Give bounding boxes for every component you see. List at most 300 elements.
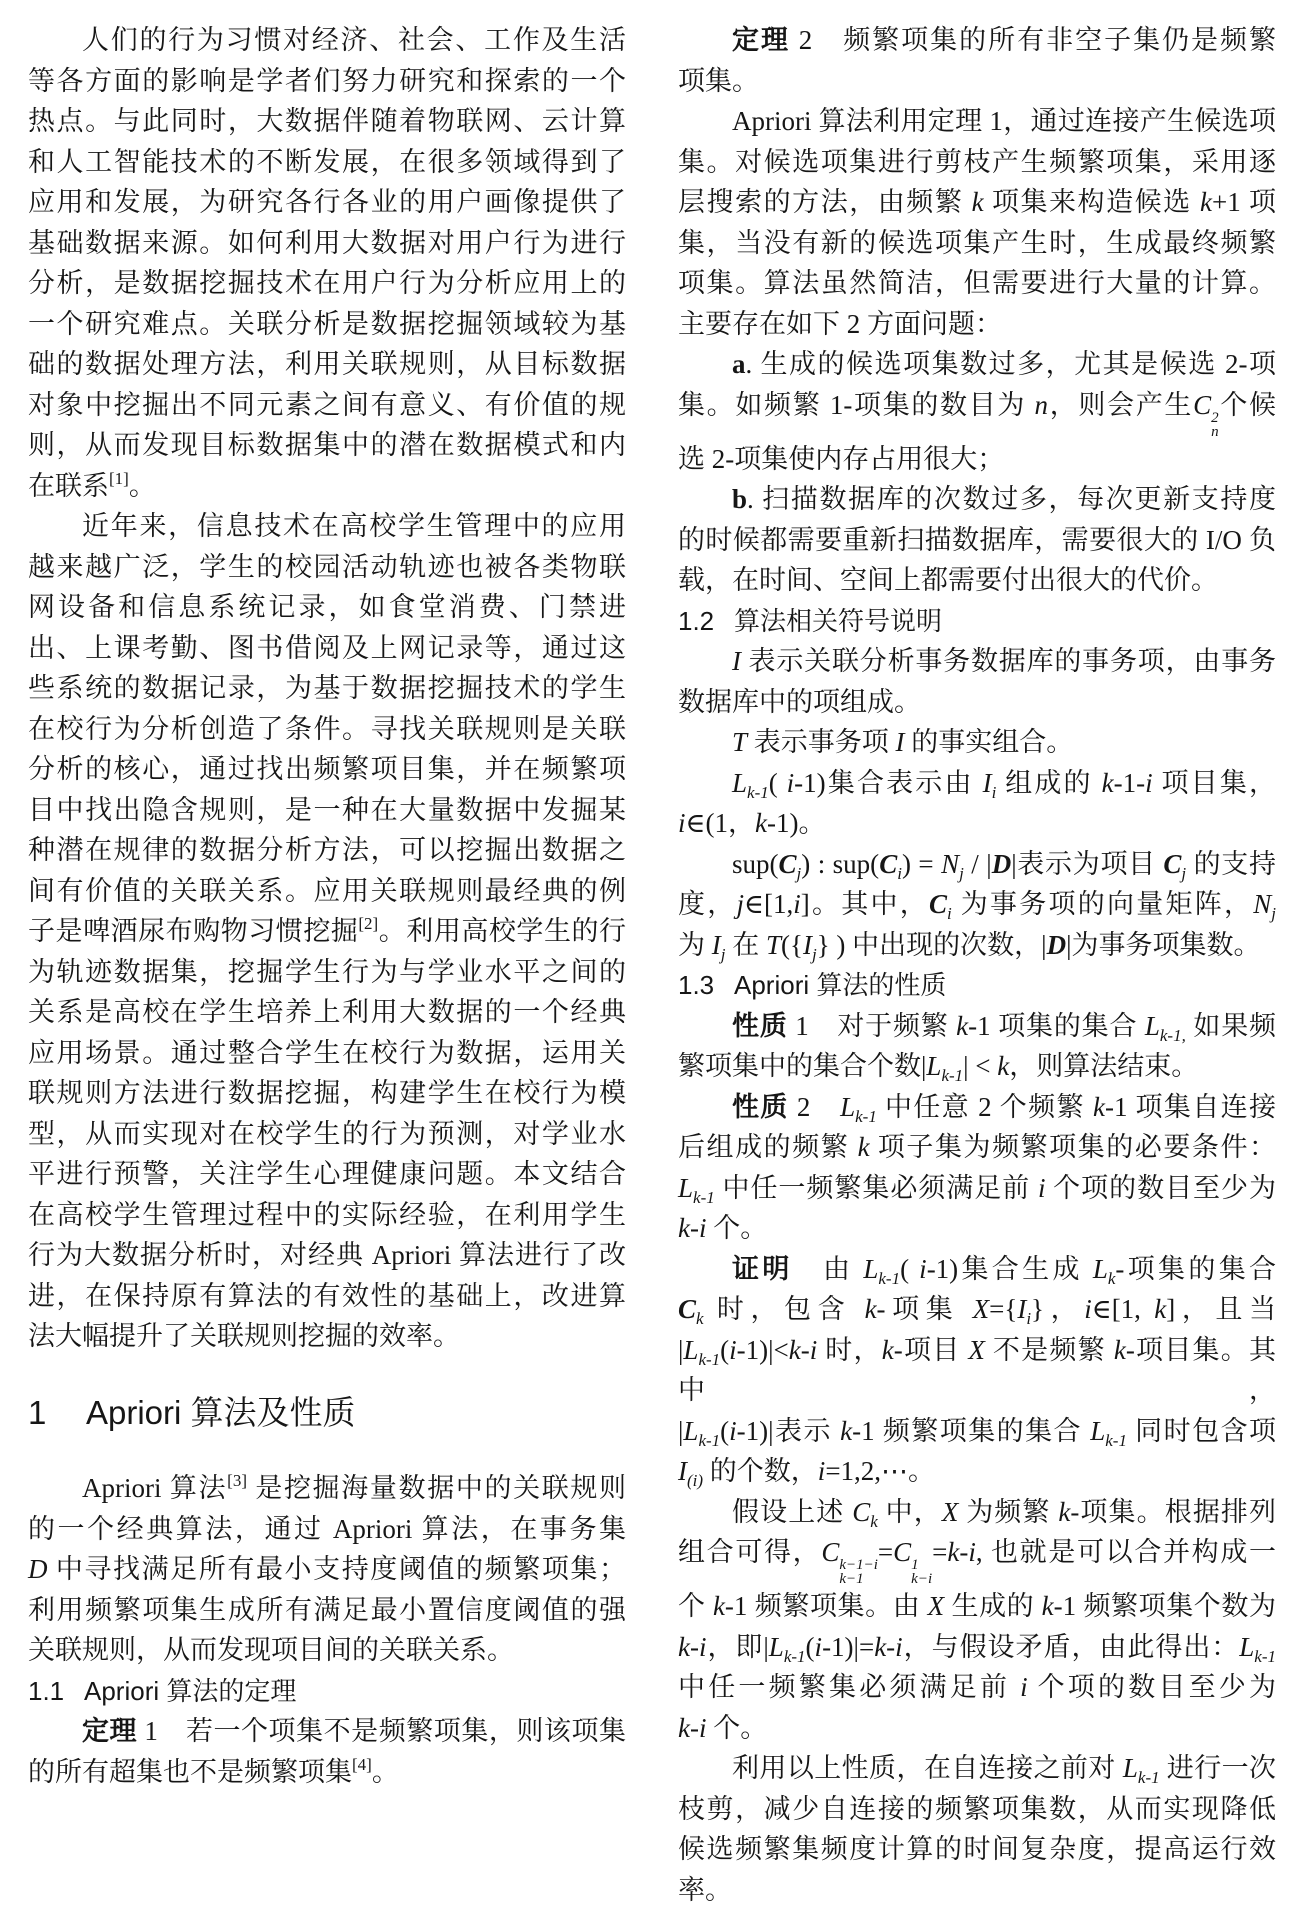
sup-sub-script bbox=[911, 1558, 932, 1586]
paragraph bbox=[678, 722, 1276, 763]
text-run: 不是频繁 bbox=[984, 1334, 1114, 1365]
text-line bbox=[678, 1492, 1276, 1533]
heading-number: 1.3 bbox=[678, 970, 715, 1000]
text-run: -项集 bbox=[876, 1294, 973, 1324]
text-run: 组成的 bbox=[996, 767, 1102, 798]
text-run: 目中找出隐含规则，是一种在大量数据中发掘某 bbox=[28, 794, 626, 825]
italic-symbol: i bbox=[793, 889, 801, 919]
text-run: 中寻找满足所有最小支持度阈值的频繁项集； bbox=[47, 1554, 626, 1584]
text-line bbox=[678, 722, 1276, 763]
text-line bbox=[678, 844, 1276, 885]
paragraph bbox=[678, 1006, 1276, 1087]
text-run: -1 频繁项集。由 bbox=[724, 1591, 928, 1621]
italic-symbol: k bbox=[755, 808, 767, 838]
italic-symbol: n bbox=[1034, 389, 1049, 420]
text-run: 的所有超集也不是频繁项集 bbox=[28, 1756, 352, 1787]
text-line bbox=[28, 304, 626, 345]
paragraph bbox=[678, 641, 1276, 722]
text-run: ) : sup( bbox=[801, 848, 880, 879]
subscript: i bbox=[947, 904, 952, 923]
text-run: ( bbox=[720, 1415, 730, 1446]
italic-symbol: i bbox=[817, 1456, 826, 1486]
text-run: 应用场景。通过整合学生在校行为数据，运用关 bbox=[28, 1037, 626, 1068]
text-run: ) = bbox=[901, 848, 942, 879]
text-run: 人们的行为习惯对经济、社会、工作及生活 bbox=[82, 25, 626, 55]
text-run: 型，从而实现对在校学生的行为预测，对学业水 bbox=[28, 1118, 626, 1149]
subscript: j bbox=[796, 863, 802, 883]
italic-symbol: k bbox=[1113, 1334, 1126, 1365]
text-run: -项目 bbox=[893, 1334, 969, 1365]
text-run: 项目集， bbox=[1152, 767, 1277, 798]
text-run: -项目集。其中， bbox=[678, 1334, 1276, 1405]
text-run: Apriori 算法利用定理 1，通过连接产生候选项 bbox=[732, 106, 1276, 136]
text-run: ( bbox=[768, 767, 787, 798]
text-run: 越来越广泛，学生的校园活动轨迹也被各类物联 bbox=[28, 551, 626, 582]
text-run: | bbox=[678, 1334, 684, 1365]
text-run: 间有价值的关联关系。应用关联规则最经典的例 bbox=[28, 875, 626, 906]
text-line bbox=[678, 101, 1276, 142]
text-run: +1 项 bbox=[1211, 187, 1276, 217]
text-line bbox=[28, 587, 626, 628]
text-line bbox=[678, 304, 1276, 345]
subscript: k-1 bbox=[747, 782, 769, 802]
italic-symbol: i bbox=[729, 1415, 737, 1446]
left-column bbox=[28, 20, 626, 1792]
text-run: 分析的核心，通过找出频繁项目集，并在频繁项 bbox=[28, 754, 626, 784]
text-line bbox=[678, 1168, 1276, 1209]
text-run: 度， bbox=[678, 889, 737, 919]
text-line bbox=[678, 1087, 1276, 1128]
italic-symbol: I bbox=[982, 767, 992, 798]
text-line bbox=[28, 466, 626, 507]
subsection-heading bbox=[28, 1671, 626, 1712]
text-run: 1 若一个项集不是频繁项集，则该项集 bbox=[137, 1716, 627, 1746]
text-run: 项集。算法虽然简洁，但需要进行大量的计算。 bbox=[678, 268, 1276, 298]
text-run: 后组成的频繁 bbox=[678, 1132, 858, 1162]
sup-sub-script bbox=[1211, 411, 1219, 439]
text-run: 法大幅提升了关联规则挖掘的效率。 bbox=[28, 1321, 460, 1351]
text-run: 2 bbox=[788, 1091, 841, 1122]
subscript: k bbox=[1107, 1268, 1116, 1288]
text-line bbox=[678, 1829, 1276, 1910]
text-run: 进，在保持原有算法的有效性的基础上，改进算 bbox=[28, 1280, 626, 1311]
text-line bbox=[28, 20, 626, 61]
italic-symbol: k bbox=[1041, 1591, 1054, 1621]
italic-symbol: k bbox=[1154, 1294, 1167, 1324]
paragraph bbox=[678, 1748, 1276, 1910]
text-line bbox=[28, 1316, 626, 1357]
text-run: ，与假设矛盾，由此得出： bbox=[902, 1631, 1240, 1662]
text-line bbox=[28, 547, 626, 588]
italic-symbol: C bbox=[852, 1496, 871, 1527]
bold-italic-symbol: C bbox=[678, 1294, 697, 1324]
text-line bbox=[28, 1276, 626, 1317]
text-run: 组合可得， bbox=[678, 1537, 822, 1567]
text-line bbox=[678, 223, 1276, 264]
italic-symbol: i bbox=[1037, 1172, 1046, 1203]
text-run: =1,2,⋯。 bbox=[825, 1456, 936, 1486]
italic-symbol: k bbox=[971, 187, 984, 217]
heading-number: 1.2 bbox=[678, 605, 715, 636]
text-run: 在校行为分析创造了条件。寻找关联规则是关联 bbox=[28, 713, 626, 744]
text-run: ，则会产生 bbox=[1048, 389, 1194, 420]
text-line bbox=[678, 1532, 1276, 1586]
right-column bbox=[678, 20, 1276, 1910]
italic-symbol: k-i bbox=[678, 1712, 707, 1743]
text-run: 集，当没有新的候选项集产生时，生成最终频繁 bbox=[678, 227, 1276, 258]
text-line bbox=[678, 1748, 1276, 1789]
text-run: 个项的数目至少为 bbox=[1045, 1172, 1277, 1203]
text-run: 中任一频繁集必须满足前 bbox=[678, 1672, 1021, 1702]
bold-italic-symbol: D bbox=[1046, 929, 1067, 960]
italic-symbol: L bbox=[683, 1334, 699, 1365]
text-run: 同时包含项 bbox=[1126, 1415, 1276, 1446]
text-run: -1 项集的集合 bbox=[968, 1010, 1145, 1041]
text-line bbox=[678, 1627, 1276, 1668]
heading-number: 1 bbox=[28, 1393, 47, 1431]
text-line bbox=[678, 1789, 1276, 1830]
text-run: |为事务项集数。 bbox=[1066, 929, 1261, 960]
text-run: 假设上述 bbox=[732, 1496, 853, 1527]
italic-symbol: k-i bbox=[678, 1213, 707, 1243]
text-run: -1)|= bbox=[822, 1631, 875, 1662]
subscript: i bbox=[897, 863, 902, 883]
text-line bbox=[28, 1073, 626, 1114]
text-run: }， bbox=[1031, 1294, 1085, 1324]
text-line bbox=[678, 385, 1276, 439]
text-line bbox=[28, 1590, 626, 1631]
text-run: 数据库中的项组成。 bbox=[678, 686, 921, 717]
text-line bbox=[28, 1468, 626, 1509]
paragraph bbox=[678, 1492, 1276, 1749]
italic-symbol: C bbox=[821, 1537, 840, 1567]
text-line bbox=[28, 628, 626, 669]
text-line bbox=[28, 1509, 626, 1550]
subscript: k-1 bbox=[878, 1268, 901, 1288]
text-line bbox=[678, 142, 1276, 183]
italic-symbol: k-i bbox=[788, 1334, 818, 1365]
text-run: 联规则方法进行数据挖掘，构建学生在校行为模 bbox=[28, 1078, 626, 1108]
italic-symbol: I bbox=[711, 929, 721, 960]
text-run: 枝剪，减少自连接的频繁项集数，从而实现降低 bbox=[678, 1793, 1276, 1824]
italic-symbol: L bbox=[768, 1631, 784, 1662]
text-run: 为轨迹数据集，挖掘学生行为与学业水平之间的 bbox=[28, 956, 626, 987]
text-run: 2 频繁项集的所有非空子集仍是频繁 bbox=[789, 25, 1277, 55]
text-line bbox=[28, 1033, 626, 1074]
text-run: | < bbox=[963, 1051, 998, 1081]
italic-symbol: X bbox=[941, 1496, 959, 1527]
text-line bbox=[28, 506, 626, 547]
text-run: | bbox=[678, 1415, 684, 1446]
italic-symbol: X bbox=[972, 1294, 990, 1324]
paragraph bbox=[28, 1468, 626, 1671]
paragraph bbox=[28, 1711, 626, 1792]
text-run: ={ bbox=[989, 1294, 1018, 1324]
italic-symbol: k bbox=[956, 1010, 969, 1041]
bold-italic-symbol: C bbox=[929, 889, 948, 919]
text-run: 应用和发展，为研究各行各业的用户画像提供了 bbox=[28, 187, 626, 217]
italic-symbol: L bbox=[1092, 1253, 1108, 1284]
text-run: 生成的 bbox=[944, 1591, 1042, 1621]
subscript: i bbox=[1026, 1309, 1032, 1328]
superscript: k−1−i bbox=[839, 1557, 878, 1573]
text-line bbox=[678, 1451, 1276, 1492]
text-run: 个项的数目至少为 bbox=[1027, 1672, 1276, 1702]
text-line bbox=[28, 101, 626, 142]
paragraph bbox=[678, 844, 1276, 966]
text-line bbox=[678, 1708, 1276, 1749]
superscript: 2 bbox=[1211, 409, 1219, 426]
text-run: 集。如频繁 1-项集的数目为 bbox=[678, 389, 1035, 420]
italic-symbol: L bbox=[926, 1051, 942, 1081]
subscript: j bbox=[959, 863, 964, 883]
text-line bbox=[28, 830, 626, 871]
text-run: 中， bbox=[877, 1496, 942, 1527]
paragraph bbox=[678, 20, 1276, 101]
bold-italic-symbol: D bbox=[991, 848, 1012, 879]
italic-symbol: I bbox=[732, 646, 741, 676]
paragraph bbox=[678, 344, 1276, 479]
subsection-heading bbox=[678, 965, 1276, 1006]
paragraph bbox=[28, 20, 626, 506]
text-line bbox=[678, 884, 1276, 925]
subscript: n bbox=[1211, 423, 1219, 440]
italic-symbol: X bbox=[927, 1591, 945, 1621]
text-line bbox=[678, 1127, 1276, 1168]
text-run: 利用频繁项集生成所有满足最小置信度阈值的强 bbox=[28, 1594, 626, 1625]
text-run: 候选频繁集频度计算的时间复杂度，提高运行效率。 bbox=[678, 1834, 1276, 1905]
italic-symbol: L bbox=[1239, 1631, 1255, 1662]
text-line bbox=[28, 61, 626, 102]
citation-superscript: [2] bbox=[358, 914, 379, 933]
text-run: 对象中挖掘出不同元素之间有意义、有价值的规 bbox=[28, 389, 626, 420]
text-run: 的时候都需要重新扫描数据库，需要很大的 I/O 负 bbox=[678, 524, 1276, 555]
subscript: k-1 bbox=[1137, 1768, 1160, 1787]
text-run: 选 2-项集使内存占用很大； bbox=[678, 443, 1005, 474]
text-run: 繁项集中的集合个数| bbox=[678, 1051, 927, 1081]
text-line bbox=[28, 142, 626, 183]
text-run: -1)|表示 bbox=[736, 1415, 841, 1446]
text-line bbox=[678, 1249, 1276, 1290]
bold-term-label: 证明 bbox=[732, 1253, 793, 1284]
text-run: ∈[1, bbox=[744, 889, 794, 919]
text-line bbox=[678, 439, 1276, 480]
italic-symbol: N bbox=[941, 848, 960, 879]
text-run: 载，在时间、空间上都需要付出很大的代价。 bbox=[678, 565, 1218, 595]
text-line bbox=[28, 182, 626, 223]
text-run: 等各方面的影响是学者们努力研究和探索的一个 bbox=[28, 65, 626, 96]
text-run: ( bbox=[805, 1631, 815, 1662]
text-run: 是挖掘海量数据中的关联规则 bbox=[246, 1473, 627, 1503]
text-run: . 生成的候选项集数过多，尤其是候选 2-项 bbox=[745, 349, 1276, 379]
text-run: 在联系 bbox=[28, 470, 109, 501]
text-run: -1)|< bbox=[736, 1334, 789, 1365]
text-run: 的支持 bbox=[1186, 848, 1277, 879]
italic-symbol: k bbox=[997, 1051, 1010, 1081]
italic-symbol: k bbox=[1092, 1091, 1105, 1122]
italic-symbol: I bbox=[678, 1456, 687, 1486]
text-run: sup( bbox=[732, 848, 779, 879]
text-line bbox=[678, 682, 1276, 723]
text-run: 行为大数据分析时，对经典 Apriori 算法进行了改 bbox=[28, 1240, 626, 1270]
text-run: 在高校学生管理过程中的实际经验，在利用学生 bbox=[28, 1199, 626, 1230]
italic-symbol: i bbox=[1084, 1294, 1092, 1324]
text-run: 为频繁 bbox=[958, 1496, 1059, 1527]
italic-symbol: C bbox=[893, 1537, 912, 1567]
text-run: 的事实组合。 bbox=[904, 727, 1074, 757]
subscript: k-1, bbox=[1159, 1025, 1186, 1045]
text-run: ( bbox=[720, 1334, 730, 1365]
text-run: / | bbox=[963, 848, 992, 879]
text-run: , 也就是可以合并构成一 bbox=[975, 1537, 1276, 1567]
text-run: Apriori 算法 bbox=[82, 1473, 228, 1503]
italic-symbol: I bbox=[802, 929, 812, 960]
text-line bbox=[28, 952, 626, 993]
text-line bbox=[28, 1195, 626, 1236]
text-line bbox=[28, 871, 626, 912]
text-line bbox=[678, 1411, 1276, 1452]
paragraph bbox=[678, 1087, 1276, 1249]
italic-symbol: i bbox=[729, 1334, 737, 1365]
italic-symbol: k bbox=[1058, 1496, 1071, 1527]
italic-symbol: I bbox=[895, 727, 905, 757]
text-line bbox=[678, 1046, 1276, 1087]
heading-title: Apriori 算法的定理 bbox=[84, 1675, 297, 1706]
bold-italic-symbol: C bbox=[1163, 848, 1182, 879]
text-run: 。 bbox=[371, 1756, 399, 1787]
italic-symbol: i bbox=[1145, 767, 1153, 798]
text-line bbox=[678, 1586, 1276, 1627]
subscript: k bbox=[870, 1511, 878, 1531]
text-run: 如果频 bbox=[1185, 1010, 1277, 1041]
italic-symbol: T bbox=[765, 929, 782, 960]
subscript: k-1 bbox=[693, 1187, 715, 1207]
text-run: 项集来构造候选 bbox=[983, 187, 1200, 217]
text-run: 中任意 2 个频繁 bbox=[876, 1091, 1093, 1122]
text-run: -1)。 bbox=[766, 808, 826, 838]
subscript: k-1 bbox=[783, 1646, 806, 1666]
text-line bbox=[678, 479, 1276, 520]
text-line bbox=[678, 925, 1276, 966]
italic-symbol: L bbox=[683, 1415, 699, 1446]
italic-symbol: k-i bbox=[947, 1537, 976, 1567]
text-run: 个候 bbox=[1218, 389, 1277, 420]
italic-symbol: i bbox=[814, 1631, 823, 1662]
bold-italic-symbol: C bbox=[778, 848, 797, 879]
text-run: 项子集为频繁项集的必要条件： bbox=[869, 1132, 1277, 1162]
italic-symbol: L bbox=[732, 767, 748, 798]
subscript: k-1 bbox=[698, 1349, 721, 1369]
text-run: -1- bbox=[1113, 767, 1146, 798]
text-run: 项集。 bbox=[678, 65, 759, 96]
text-line bbox=[678, 1208, 1276, 1249]
bold-term-label: 性质 bbox=[732, 1010, 788, 1041]
text-run: 1 对于频繁 bbox=[787, 1010, 957, 1041]
text-line bbox=[28, 911, 626, 952]
text-run: 种潜在规律的数据分析方法，可以挖掘出数据之 bbox=[28, 835, 626, 865]
paragraph bbox=[678, 101, 1276, 344]
text-line bbox=[678, 182, 1276, 223]
italic-symbol: T bbox=[732, 727, 748, 757]
paragraph bbox=[28, 506, 626, 1357]
text-run: |表示为项目 bbox=[1011, 848, 1164, 879]
text-run: ，即| bbox=[706, 1631, 769, 1662]
italic-symbol: k bbox=[857, 1132, 870, 1162]
text-line bbox=[28, 668, 626, 709]
subscript: j bbox=[1271, 904, 1277, 923]
italic-symbol: i bbox=[919, 1253, 927, 1284]
text-run: 个。 bbox=[706, 1712, 768, 1743]
text-run: 近年来，信息技术在高校学生管理中的应用 bbox=[82, 511, 626, 541]
italic-symbol: D bbox=[28, 1554, 48, 1584]
italic-symbol: k bbox=[881, 1334, 894, 1365]
text-run: 进行一次 bbox=[1159, 1753, 1277, 1783]
text-run: ，则算法结束。 bbox=[1009, 1051, 1199, 1081]
italic-symbol: L bbox=[1122, 1753, 1138, 1783]
text-run: 一个研究难点。关联分析是数据挖掘领域较为基 bbox=[28, 308, 626, 339]
text-run: ]，且当 bbox=[1166, 1294, 1276, 1324]
text-run: ]。其中， bbox=[800, 889, 930, 919]
subscript: j bbox=[1181, 863, 1187, 883]
text-line bbox=[28, 1114, 626, 1155]
text-run: 子是啤酒尿布购物习惯挖掘 bbox=[28, 916, 359, 946]
text-run: 基础数据来源。如何利用大数据对用户行为进行 bbox=[28, 227, 626, 258]
italic-symbol: j bbox=[736, 889, 745, 919]
italic-symbol: X bbox=[968, 1334, 985, 1365]
paragraph bbox=[678, 479, 1276, 601]
text-run: 的一个经典算法，通过 Apriori 算法，在事务集 bbox=[28, 1513, 626, 1544]
text-run: = bbox=[877, 1537, 894, 1567]
text-run: 中任一频繁集必须满足前 bbox=[714, 1172, 1038, 1203]
bold-term-label: 性质 bbox=[732, 1091, 789, 1122]
heading-number: 1.1 bbox=[28, 1675, 65, 1706]
text-run: ∈[1, bbox=[1091, 1294, 1155, 1324]
subscript: k-1 bbox=[1254, 1646, 1277, 1666]
text-run: 些系统的数据记录，为基于数据挖掘技术的学生 bbox=[28, 673, 626, 703]
text-run: 时，包含 bbox=[703, 1294, 865, 1324]
paragraph bbox=[678, 1249, 1276, 1492]
heading-title: Apriori 算法的性质 bbox=[734, 970, 947, 1000]
paragraph bbox=[678, 763, 1276, 844]
text-run: 分析，是数据挖掘技术在用户行为分析应用上的 bbox=[28, 268, 626, 298]
text-run: 。利用高校学生的行 bbox=[378, 916, 627, 946]
text-run: 个 bbox=[678, 1591, 713, 1621]
text-run: 表示事务项 bbox=[747, 727, 896, 757]
text-run: 为 bbox=[678, 929, 712, 960]
subscript: k-1 bbox=[1105, 1430, 1127, 1450]
text-run: 础的数据处理方法，利用关联规则，从目标数据 bbox=[28, 349, 626, 379]
text-run: 关系是高校在学生培养上利用大数据的一个经典 bbox=[28, 997, 626, 1027]
superscript: 1 bbox=[911, 1557, 919, 1573]
text-run: 利用以上性质，在自连接之前对 bbox=[732, 1753, 1123, 1783]
subscript: k−1 bbox=[839, 1571, 864, 1587]
text-run: 为事务项的向量矩阵， bbox=[951, 889, 1254, 919]
italic-symbol: k bbox=[840, 1415, 853, 1446]
text-run: -项集。根据排列 bbox=[1070, 1496, 1277, 1527]
bold-label: a bbox=[732, 349, 746, 379]
text-line bbox=[28, 1154, 626, 1195]
text-line bbox=[28, 790, 626, 831]
text-line bbox=[28, 344, 626, 385]
subscript: (i) bbox=[687, 1471, 704, 1490]
text-line bbox=[678, 263, 1276, 304]
text-line bbox=[678, 560, 1276, 601]
text-run: ∈(1， bbox=[685, 808, 755, 838]
text-run: -项集的集合 bbox=[1115, 1253, 1277, 1284]
text-line bbox=[678, 1289, 1276, 1330]
text-run: ({ bbox=[781, 929, 803, 960]
subscript: k-1 bbox=[698, 1430, 721, 1450]
